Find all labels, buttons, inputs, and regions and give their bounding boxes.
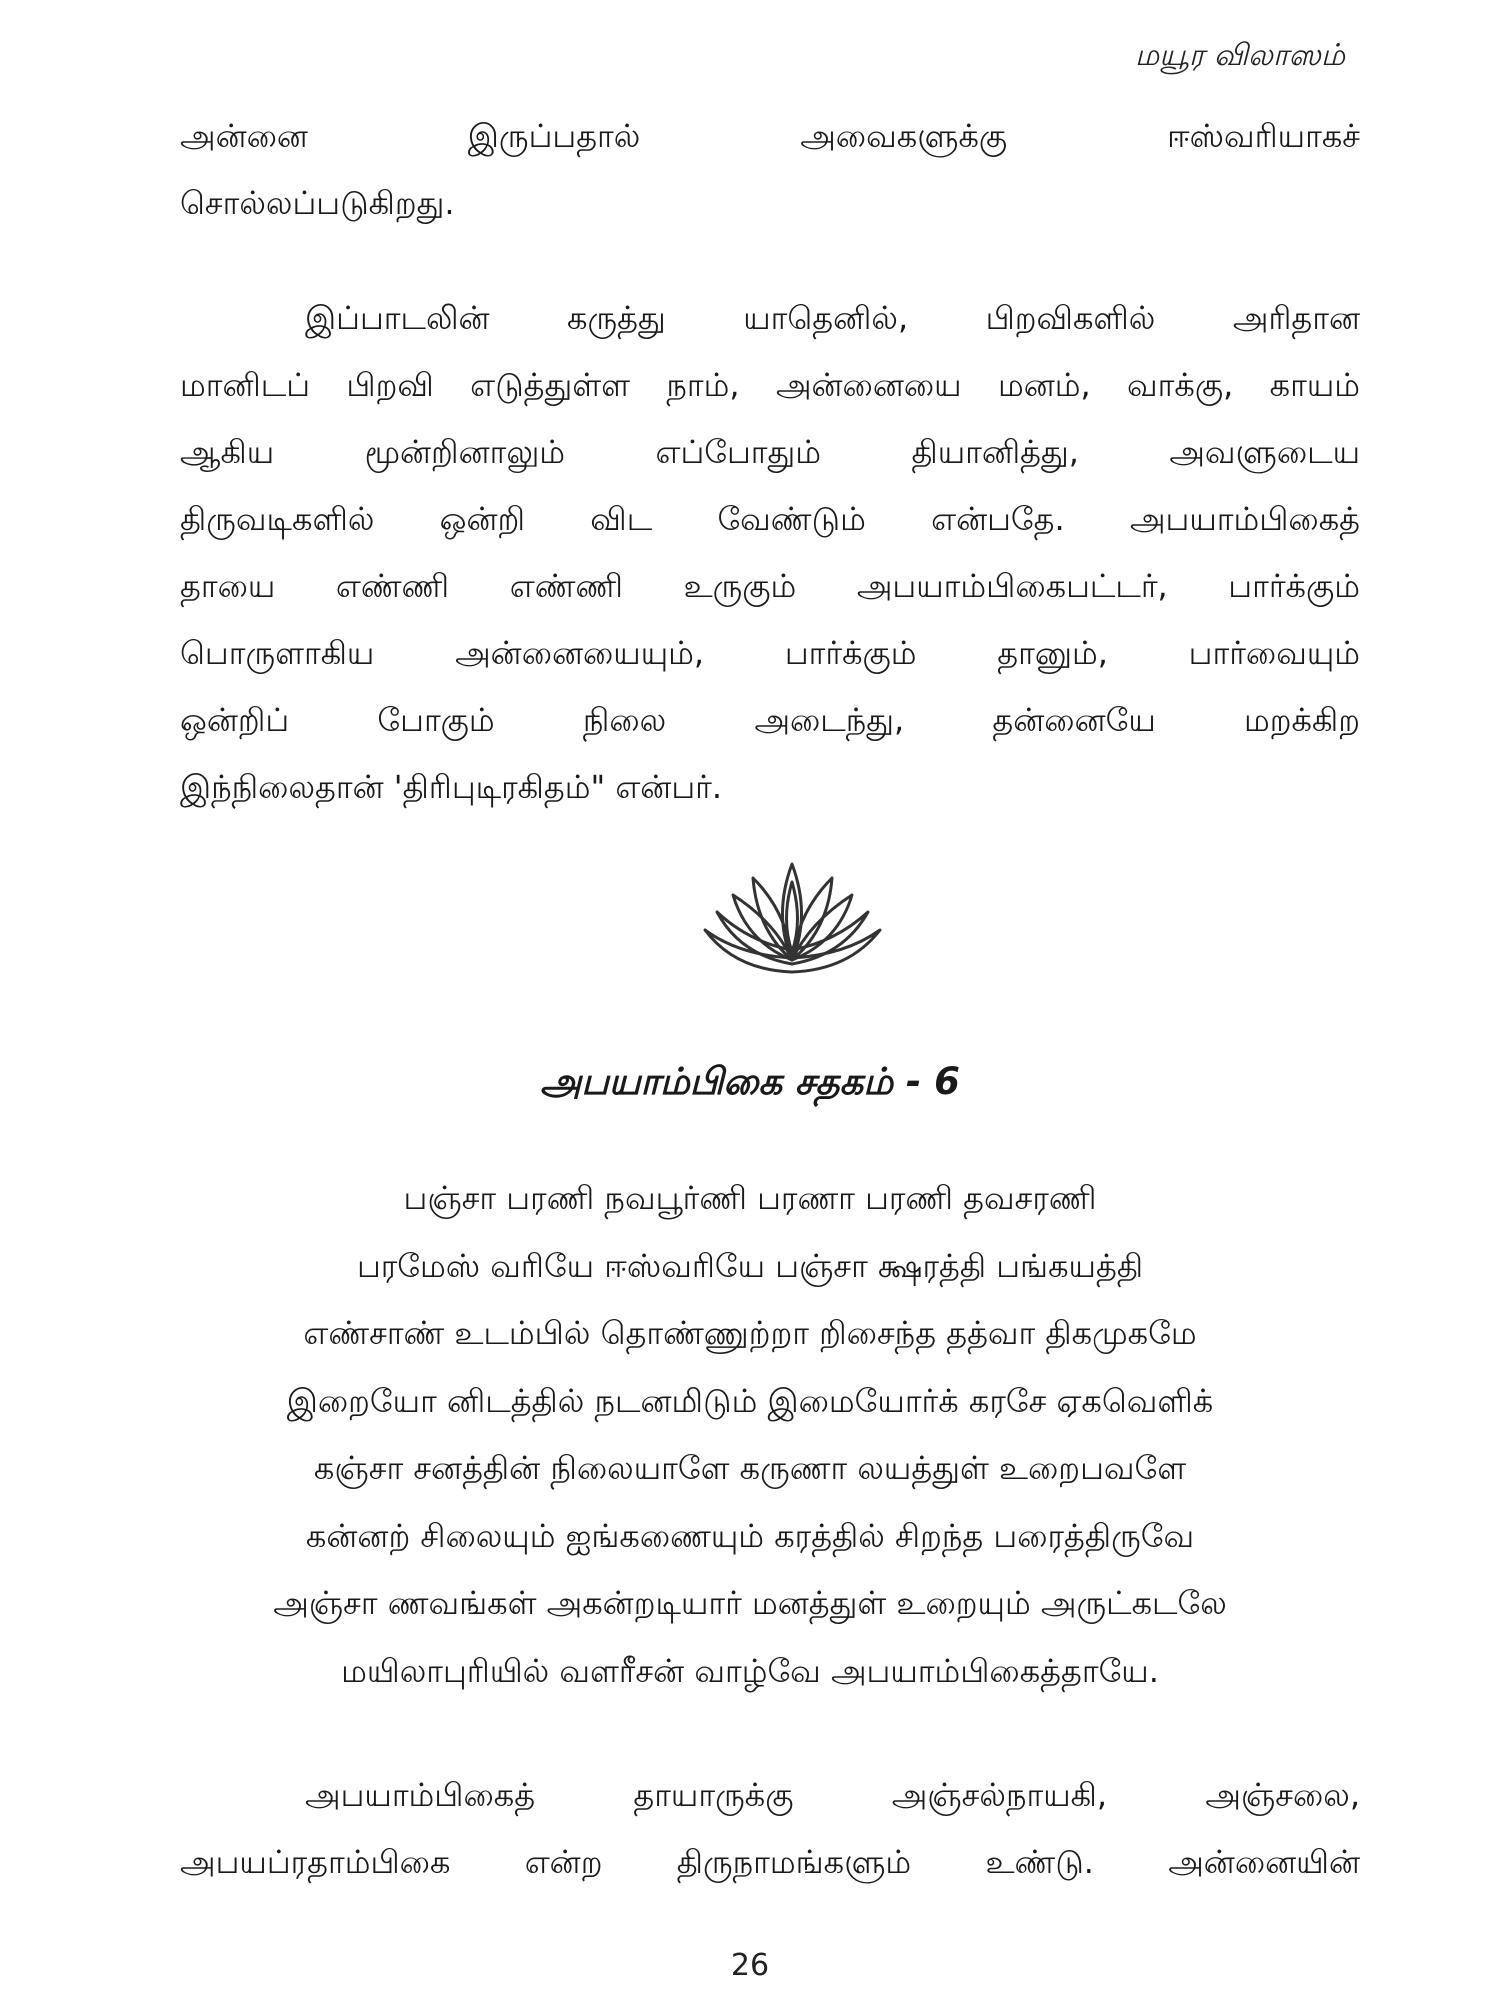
text-line: அன்னை இருப்பதால் அவைகளுக்கு ஈஸ்வரியாகச் (180, 117, 1360, 155)
page-number: 26 (730, 1948, 770, 1983)
paragraph-3 (180, 1762, 1360, 1896)
verse-line: அஞ்சா ணவங்கள் அகன்றடியார் மனத்துள் உறையும் அருட்கடலே (273, 1584, 1227, 1622)
text-line: அபயாம்பிகைத் தாயாருக்கு அஞ்சல்நாயகி, அஞ்சலை, (305, 1776, 1360, 1814)
paragraph-2 (180, 285, 1360, 821)
verse-title: அபயாம்பிகை சதகம் - 6 (540, 1060, 960, 1103)
paragraph-1 (180, 103, 1360, 237)
text-line: பொருளாகிய அன்னையையும், பார்க்கும் தானும், பார்வையும் (180, 634, 1360, 672)
text-line: தாயை எண்ணி எண்ணி உருகும் அபயாம்பிகைபட்டர், பார்க்கும் (180, 567, 1360, 605)
verse-line: எண்சாண் உடம்பில் தொண்ணுற்றா றிசைந்த தத்வா திகமுகமே (303, 1314, 1197, 1352)
verse-line: பரமேஸ் வரியே ஈஸ்வரியே பஞ்சா க்ஷரத்தி பங்கயத்தி (356, 1246, 1144, 1285)
text-line: மானிடப் பிறவி எடுத்துள்ள நாம், அன்னையை மனம், வாக்கு, காயம் (180, 366, 1360, 404)
text-line: ஒன்றிப் போகும் நிலை அடைந்து, தன்னையே மறக்கிற (180, 701, 1360, 739)
verse-block (0, 1165, 1500, 1705)
text-line: சொல்லப்படுகிறது. (180, 184, 455, 222)
text-line: இந்நிலைதான் 'திரிபுடிரகிதம்" என்பர். (180, 768, 723, 806)
verse-line: கஞ்சா சனத்தின் நிலையாளே கருணா லயத்துள் உறைபவளே (313, 1449, 1187, 1487)
verse-line: மயிலாபுரியில் வளரீசன் வாழ்வே அபயாம்பிகைத்தாயே. (341, 1651, 1159, 1690)
text-line: அபயப்ரதாம்பிகை என்ற திருநாமங்களும் உண்டு. அன்னையின் (180, 1843, 1360, 1881)
text-line: இப்பாடலின் கருத்து யாதெனில், பிறவிகளில் அரிதான (305, 299, 1360, 337)
running-head: மயூர விலாஸம் (1135, 38, 1345, 73)
text-line: திருவடிகளில் ஒன்றி விட வேண்டும் என்பதே. அபயாம்பிகைத் (180, 500, 1360, 538)
text-line: ஆகிய மூன்றினாலும் எப்போதும் தியானித்து, அவளுடைய (180, 433, 1360, 471)
verse-line: கன்னற் சிலையும் ஐங்கணையும் கரத்தில் சிறந்த பரைத்திருவே (305, 1516, 1195, 1555)
verse-line: பஞ்சா பரணி நவபூர்ணி பரணா பரணி தவசரணி (403, 1179, 1097, 1217)
verse-line: இறையோ னிடத்தில் நடனமிடும் இமையோர்க் கரசே ஏகவெளிக் (286, 1381, 1214, 1420)
lotus-icon (695, 860, 890, 980)
